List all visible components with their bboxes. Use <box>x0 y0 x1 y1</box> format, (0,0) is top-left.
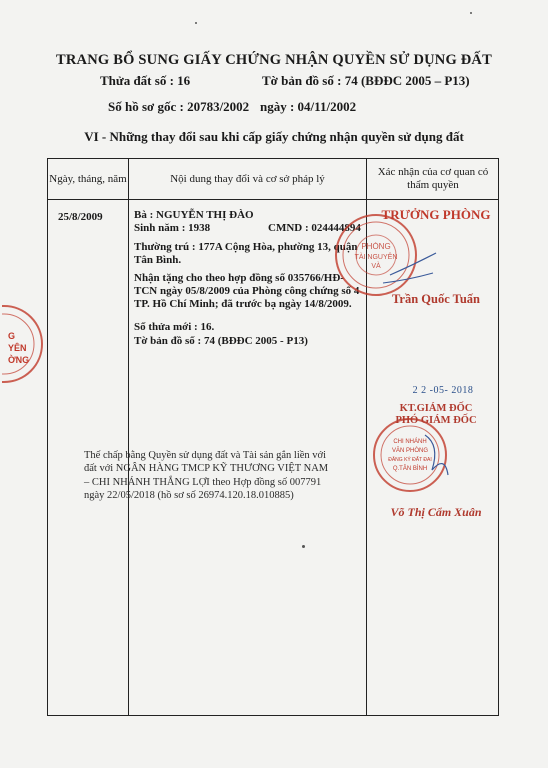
dust-speck <box>470 12 472 14</box>
branch-seal-icon <box>370 415 450 495</box>
svg-text:ĐĂNG KÝ ĐẤT ĐAI: ĐĂNG KÝ ĐẤT ĐAI <box>388 457 432 463</box>
kt-line-1: KT.GIÁM ĐỐC <box>399 403 473 414</box>
svg-text:YÊN: YÊN <box>8 343 27 353</box>
entry-date: 25/8/2009 <box>58 211 103 223</box>
owner-address: Thường trú : 177A Cộng Hòa, phường 13, quận Tân Bình. <box>134 241 358 266</box>
new-map-sheet: Tờ bản đồ số : 74 (BĐĐC 2005 - P13) <box>134 335 308 347</box>
svg-text:VĂN PHÒNG: VĂN PHÒNG <box>391 448 429 454</box>
header-content: Nội dung thay đổi và cơ sở pháp lý <box>170 172 325 185</box>
svg-text:CHI NHÁNH: CHI NHÁNH <box>393 439 427 445</box>
svg-text:VÀ: VÀ <box>371 263 381 270</box>
parcel-number: Thửa đất số : 16 <box>100 73 191 88</box>
file-date: ngày : 04/11/2002 <box>260 99 357 114</box>
dust-speck <box>195 22 197 24</box>
page-title: TRANG BỔ SUNG GIẤY CHỨNG NHẬN QUYỀN SỬ DỤNG ĐẤT <box>56 52 492 68</box>
new-parcel-number: Số thửa mới : 16. <box>134 321 215 333</box>
header-confirmation: Xác nhận của cơ quan có thẩm quyền <box>377 166 489 191</box>
gift-contract: Nhận tặng cho theo hợp đồng số 035766/HĐ-TCN ngày 05/8/2009 của Phòng công chứng số 4 TP. Hồ Chí Minh; đã trước bạ ngày 14/8/2009. <box>134 272 360 310</box>
original-file-number: Số hồ sơ gốc : 20783/2002 <box>108 99 250 114</box>
svg-text:PHÒNG: PHÒNG <box>361 242 391 251</box>
svg-text:TÀI NGUYÊN: TÀI NGUYÊN <box>354 254 398 261</box>
partial-seal-icon <box>2 299 52 389</box>
owner-birth-year: Sinh năm : 1938 <box>134 222 211 234</box>
signer-name-1: Trần Quốc Tuấn <box>391 292 480 306</box>
owner-id-number: CMND : 024444894 <box>268 222 361 234</box>
changes-table <box>8 158 499 716</box>
map-sheet-number: Tờ bản đồ số : 74 (BĐĐC 2005 – P13) <box>262 73 470 88</box>
header-date: Ngày, tháng, năm <box>49 172 127 185</box>
deputy-director-title <box>374 403 498 427</box>
column-divider <box>128 159 129 715</box>
dust-speck <box>302 545 305 548</box>
kt-line-2: PHÓ GIÁM ĐỐC <box>395 415 477 426</box>
department-head-title: TRƯỞNG PHÒNG <box>381 207 491 222</box>
svg-text:Q.TÂN BÌNH: Q.TÂN BÌNH <box>392 466 428 472</box>
signer-name-2: Võ Thị Cẩm Xuân <box>390 505 482 519</box>
svg-text:G: G <box>8 331 16 341</box>
section-heading: VI - Những thay đổi sau khi cấp giấy chứng nhận quyền sử dụng đất <box>84 129 464 144</box>
header-divider <box>48 199 498 200</box>
confirmation-date: 2 2 -05- 2018 <box>412 385 474 396</box>
owner-name: Bà : NGUYỄN THỊ ĐÀO <box>134 209 254 221</box>
svg-text:ỜNG: ỜNG <box>8 355 30 365</box>
mortgage-note: Thế chấp bằng Quyền sử dụng đất và Tài sản gắn liền với đất với NGÂN HÀNG TMCP KỸ THƯƠNG VIỆT NAM – CHI NHÁNH THẮNG LỢI theo Hợp đồng số 007791 ngày 22/05/2018 (hồ sơ số 26974.120.18.010885) <box>84 450 329 502</box>
